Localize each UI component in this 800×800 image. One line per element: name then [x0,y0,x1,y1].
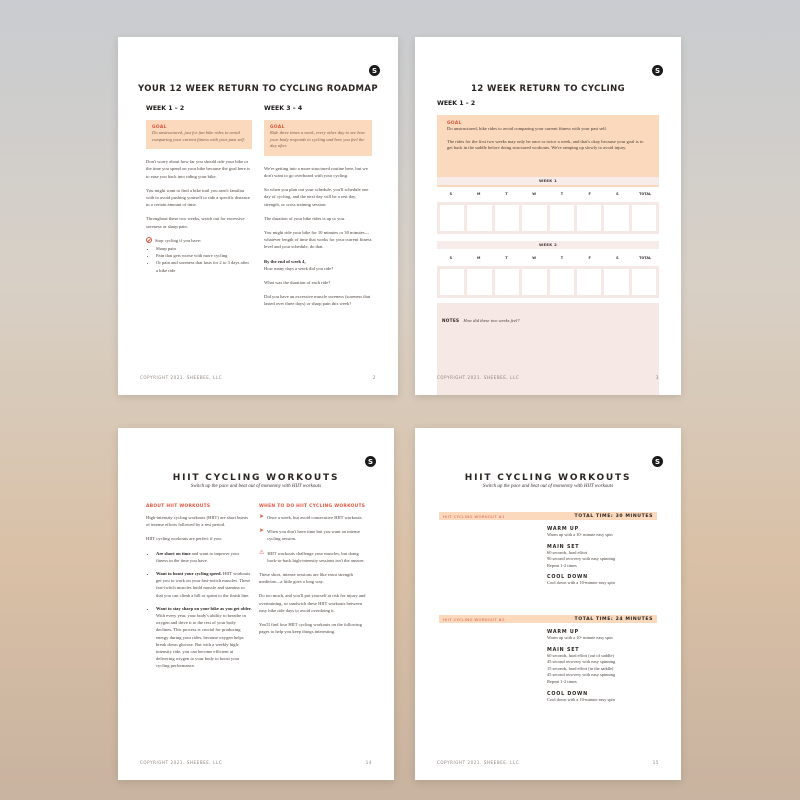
item-text: When you don't have time but you want an intense cycling session. [267,529,361,542]
section-heading: ABOUT HIIT WORKOUTS [146,504,211,509]
set-line: Repeat 1-2 times [547,562,577,568]
workout-name: HIIT CYCLING WORKOUT #2 [443,616,505,622]
day-cell[interactable] [440,269,464,295]
day-label: W [532,192,536,196]
s-logo-icon: S [652,456,663,467]
item-text: Once a week, but avoid consecutive HIIT workouts. [267,515,363,520]
page-number: 15 [652,760,659,765]
week-heading: WEEK 3 – 4 [264,105,303,112]
goal-text: Do unstructured, bike rides to avoid comparing your current fitness with your past self. [447,126,608,131]
notes-box[interactable] [437,303,659,395]
page-hiit-workouts [415,428,681,780]
week-2-grid [437,266,659,298]
goal-label: GOAL [152,125,167,130]
bullet-bold: Want to stay sharp on your bike as you get older. [156,605,252,611]
page-number: 2 [372,375,376,380]
day-cell[interactable] [522,269,546,295]
s-logo-icon: S [369,65,380,76]
paragraph: High-intensity cycling workouts (HIIT) are short bursts of intense efforts followed by a rest period. [146,515,249,528]
bullet-text: HIIT workouts get you to work on your fast-twitch muscles. These fast-twitch muscles build muscle and stamina so that you can climb a hill or sprint to the finish line. [156,571,251,598]
paragraph: Don't worry about how far you should ride your bike or the time you spend on your bike because the goal here is to ease you back into riding your bike. [146,159,250,179]
day-cell[interactable] [577,205,601,231]
page-tracker [415,37,681,395]
set-line: 15 seconds, hard effort (in the saddle) [547,665,614,671]
day-label: T [560,192,564,196]
stop-label: Stop cycling if you have: [155,237,202,243]
day-cell[interactable] [467,269,491,295]
goal-text: Do unstructured, just for fun bike rides to avoid comparing your current fitness with your past self. [152,130,245,142]
paragraph: The duration of your bike rides is up to you. [264,215,346,221]
day-cell[interactable] [577,269,601,295]
page-title: HIIT CYCLING WORKOUTS [464,473,632,483]
set-heading: WARM UP [547,527,579,532]
day-label: S [449,256,453,260]
workout-total-time: TOTAL TIME: 24 MINUTES [574,616,653,622]
page-footer [437,760,659,765]
bullet-bold: Want to boost your cycling speed. [156,571,222,577]
week-heading: WEEK 1 – 2 [437,100,476,107]
page-subtitle: Switch up the pace and beat out of monotony with HIIT workouts [482,484,614,489]
stop-sign-icon [146,237,152,243]
warning-icon: ⚠ [259,549,265,556]
workout-details [547,630,615,703]
day-cell[interactable] [440,205,464,231]
set-line: 60 seconds, hard effort (out of saddle) [547,652,614,658]
page-hiit-intro [118,428,394,780]
goal-box [146,120,252,149]
copyright: COPYRIGHT 2021. SHEEBEE, LLC [140,375,223,380]
goal-text: The rides for the first two weeks may only be once or twice a week, and that's okay because your goal is to get back in the saddle before doing structured workouts. We're ramping up slowly to avoid injury. [447,138,644,151]
section-heading: WHEN TO DO HIIT CYCLING WORKOUTS [259,504,366,509]
week-3-4-column [264,105,372,315]
when-hiit-column [259,504,369,642]
paragraph: These short, intense sessions are like extra strength medicine—a little goes a long way. [259,572,353,585]
week-1-grid [437,202,659,234]
day-label: F [588,192,591,196]
day-label: T [505,192,508,196]
arrow-item [259,514,369,521]
list-item [156,550,252,564]
day-cell[interactable] [550,269,574,295]
list-item: • Sharp pain [156,245,252,252]
set-heading: WARM UP [547,630,579,635]
set-line: Cool down with a 10-minute easy spin [547,696,615,702]
list-item [156,570,252,599]
day-label: T [505,256,508,260]
bullet-bold: Are short on time [156,550,191,556]
day-headers [437,192,659,196]
goal-label: GOAL [270,125,285,130]
set-heading: MAIN SET [547,544,580,550]
list-item [156,605,252,670]
total-cell[interactable] [632,205,656,231]
paragraph: Throughout these two weeks, watch out for excessive soreness or sharp pain. [146,216,245,229]
set-line: 60 seconds, hard effort [547,549,588,555]
set-heading: MAIN SET [547,647,580,653]
day-label: TOTAL [639,256,652,260]
day-label: S [616,192,619,196]
day-label: T [560,256,564,260]
day-cell[interactable] [495,205,519,231]
day-cell[interactable] [604,205,628,231]
page-title: YOUR 12 WEEK RETURN TO CYCLING ROADMAP [137,84,379,94]
page-number: 3 [655,375,659,380]
end-heading: By the end of week 4, [264,258,306,264]
page-title: 12 WEEK RETURN TO CYCLING [471,84,625,94]
question: What was the duration of each ride? [264,280,331,286]
list-item: • Or pain and soreness that lasts for 2 to 3 days after a bike ride [156,259,252,273]
goal-box [264,120,372,156]
list-item: • Pain that gets worse with more cycling [156,252,252,259]
week-heading: WEEK 1 – 2 [146,105,185,112]
stop-note [146,237,252,244]
day-label: F [588,256,591,260]
arrow-icon: ➤ [259,528,265,535]
set-line: Repeat 1-2 times [547,678,577,684]
paragraph: You'll find four HIIT cycling workouts on the following pages to help you keep things interesting. [259,622,362,635]
week-1-2-column [146,105,252,274]
day-label: S [449,192,453,196]
day-headers [437,256,659,260]
day-cell[interactable] [495,269,519,295]
paragraph: HIIT cycling workouts are perfect if you: [146,536,222,542]
workout-details [547,527,615,587]
day-label: W [532,256,536,260]
s-logo-icon: S [652,65,663,76]
copyright: COPYRIGHT 2021. SHEEBEE, LLC [437,760,520,765]
set-line: 45 second recovery with easy spinning [547,659,616,665]
page-number: 14 [365,760,372,765]
page-subtitle: Switch up the pace and beat out of monotony with HIIT workouts [190,484,322,489]
notes-prompt: How did these two weeks feel? [463,318,520,323]
day-cell[interactable] [550,205,574,231]
set-heading: COOL DOWN [547,691,588,697]
paragraph: Do too much, and you'll put yourself at risk for injury and overtraining, so sandwich these HIIT workouts between easy bike ride days to avoid overdoing it. [259,593,366,613]
workout-bar [439,512,657,520]
day-label: M [476,256,481,260]
page-footer [140,375,376,380]
set-line: Cool down with a 10-minute easy spin [547,580,615,586]
goal-text: Ride three times a week, every other day to see how your body responds to cycling and how you feel the day after. [270,130,365,149]
page-roadmap [118,37,398,395]
set-line: Warm up with a 10- minute easy spin [547,532,613,537]
paragraph: You might ride your bike for 10 minutes or 30 minutes—whatever length of time that works for your current fitness level and your schedule, do that. [264,230,372,250]
notes-label: NOTES [442,318,460,323]
bullet-text: and want to improve your fitness in the time you have. [156,550,240,563]
workout-bar [439,615,657,623]
stop-list [146,245,252,274]
set-line: 45 second recovery with easy spinning [547,672,616,678]
set-line: 90 second recovery with easy spinning [547,556,616,562]
page-footer [140,760,372,765]
page-footer [437,375,659,380]
day-label: S [616,256,619,260]
page-title: HIIT CYCLING WORKOUTS [172,473,340,483]
day-cell[interactable] [604,269,628,295]
week-1-bar: WEEK 1 [437,177,659,185]
day-label: TOTAL [639,192,652,196]
question: How many days a week did you ride? [264,265,334,271]
goal-label: GOAL [447,121,462,126]
arrow-icon: ➤ [259,514,265,520]
week-2-bar: WEEK 2 [437,241,659,249]
workout-total-time: TOTAL TIME: 30 MINUTES [574,513,653,519]
total-cell[interactable] [632,269,656,295]
workout-name: HIIT CYCLING WORKOUT #1 [443,513,505,519]
warning-text: HIIT workouts challenge your muscles, but doing back-to-back high-intensity sessions isn't the answer. [267,550,365,563]
question: Did you have an excessive muscle soreness (soreness that lasted over three days) or sharp pain this week? [264,294,371,307]
copyright: COPYRIGHT 2021. SHEEBEE, LLC [437,375,520,380]
paragraph: We're getting into a more structured routine here, but we don't want to go overboard with your cycling. [264,165,368,178]
paragraph: You might want to find a bike trail you aren't familiar with to avoid pushing yourself to ride a specific distance in a certain amount of time. [146,187,250,208]
paragraph: So when you plan out your schedule, you'll schedule one day of cycling, and the next day will be a rest day, strength, or cross training session. [264,187,369,207]
day-cell[interactable] [467,205,491,231]
s-logo-icon: S [365,456,376,467]
arrow-item [259,528,369,542]
copyright: COPYRIGHT 2021. SHEEBEE, LLC [140,760,223,765]
set-heading: COOL DOWN [547,575,588,581]
set-line: Warm up with a 10- minute easy spin [547,635,613,640]
benefit-list [146,550,252,670]
day-cell[interactable] [522,205,546,231]
about-hiit-column [146,504,252,670]
day-label: M [476,192,481,196]
bullet-text: With every year, your body's ability to breathe in oxygen and drive it to the rest of your body declines. This process is crucial for producing energy during your rides, because oxygen helps break down glucose. But with a weekly high-intensity ride, you can become efficient at delivering oxygen to your body to boost your cycling performance. [156,613,246,669]
warning-item [259,550,369,564]
